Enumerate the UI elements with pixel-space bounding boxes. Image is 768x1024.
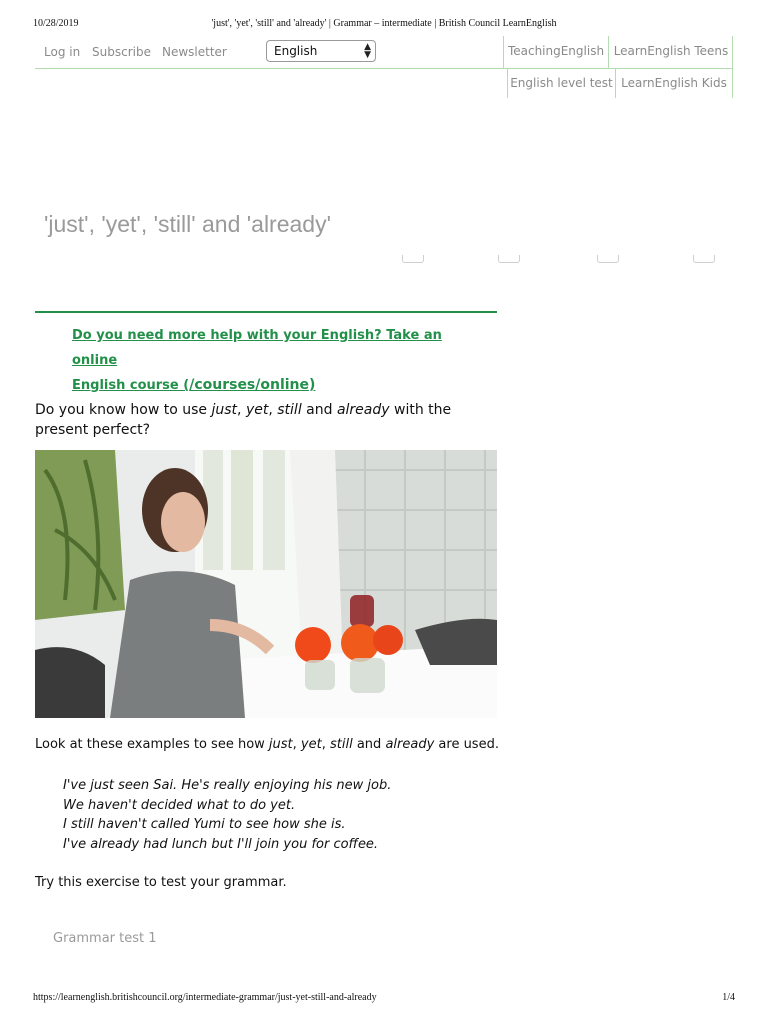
grammar-test-link[interactable]: Grammar test 1 (53, 931, 157, 946)
print-url: https://learnenglish.britishcouncil.org/intermediate-grammar/just-yet-still-and-already (33, 992, 377, 1003)
learnenglish-kids-link[interactable]: LearnEnglish Kids (616, 69, 733, 98)
share-button[interactable] (498, 255, 520, 263)
page-title: 'just', 'yet', 'still' and 'already' (44, 211, 331, 237)
print-page-number: 1/4 (722, 992, 735, 1003)
subscribe-link[interactable]: Subscribe (92, 45, 151, 59)
promo-url: /courses/online) (189, 377, 316, 393)
print-doc-title: 'just', 'yet', 'still' and 'already' | Grammar – intermediate | British Council LearnEnglish (211, 18, 557, 29)
example-sentence: We haven't decided what to do yet. (63, 797, 296, 813)
exercise-prompt: Try this exercise to test your grammar. (35, 875, 287, 890)
example-sentences (63, 776, 391, 854)
learnenglish-teens-link[interactable]: LearnEnglish Teens (610, 36, 733, 68)
print-header (33, 18, 735, 32)
example-sentence: I still haven't called Yumi to see how she is. (63, 817, 346, 832)
example-sentence: I've already had lunch but I'll join you for coffee. (63, 836, 379, 852)
example-sentence: I've just seen Sai. He's really enjoying his new job. (63, 778, 392, 793)
share-button[interactable] (693, 255, 715, 263)
article-photo (35, 450, 497, 718)
top-nav (35, 36, 733, 69)
up-down-arrows-icon: ▲ ▼ (364, 42, 371, 60)
print-footer (33, 992, 735, 1006)
teaching-english-link[interactable]: TeachingEnglish (503, 36, 609, 68)
online-course-promo-link[interactable] (72, 323, 472, 398)
promo-divider (35, 311, 497, 313)
newsletter-link[interactable]: Newsletter (162, 45, 227, 59)
examples-intro: Look at these examples to see how just, yet, still and already are used. (35, 737, 499, 752)
login-link[interactable]: Log in (44, 45, 81, 59)
top-nav-row2 (507, 69, 733, 99)
language-select-value: English (274, 44, 318, 58)
language-select[interactable] (266, 40, 376, 62)
print-date: 10/28/2019 (33, 18, 79, 29)
level-test-link[interactable]: English level test (507, 69, 616, 98)
intro-question: Do you know how to use just, yet, still and already with the present perfect? (35, 402, 452, 438)
promo-line-1: Do you need more help with your English? Take an online (72, 328, 442, 368)
share-button[interactable] (402, 255, 424, 263)
share-button[interactable] (597, 255, 619, 263)
promo-line-2: English course (/courses/online) (72, 377, 316, 393)
